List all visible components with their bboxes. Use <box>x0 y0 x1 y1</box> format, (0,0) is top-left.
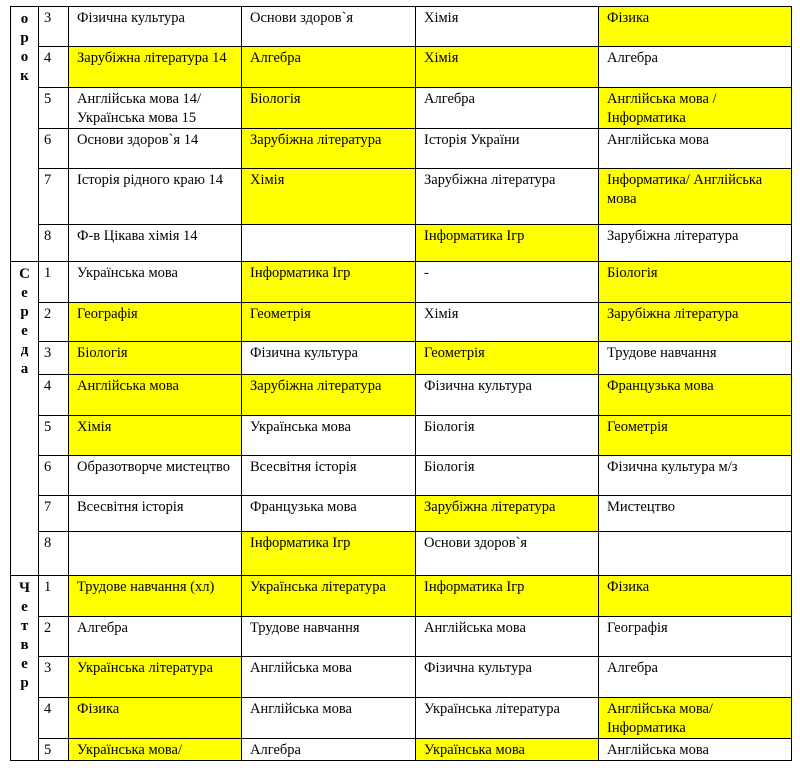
subject-cell: Хімія <box>416 7 599 47</box>
lesson-number: 4 <box>39 47 69 88</box>
subject-cell: Українська література <box>69 657 242 698</box>
subject-cell: Біологія <box>599 262 792 303</box>
subject-cell: Біологія <box>416 416 599 456</box>
subject-cell: Українська мова/ <box>69 739 242 761</box>
subject-cell: Геометрія <box>242 303 416 342</box>
subject-cell <box>242 225 416 262</box>
day-label: Ч е т в е р <box>18 580 30 691</box>
subject-cell: Хімія <box>416 47 599 88</box>
lesson-number: 4 <box>39 698 69 739</box>
subject-cell: Українська література <box>242 576 416 617</box>
schedule-sheet <box>10 6 792 761</box>
schedule-table <box>10 6 792 761</box>
subject-cell: Геометрія <box>416 342 599 375</box>
subject-cell: Всесвітня історія <box>242 456 416 496</box>
subject-cell: Фізична культура <box>69 7 242 47</box>
lesson-number: 5 <box>39 88 69 129</box>
subject-cell: Ф-в Цікава хімія 14 <box>69 225 242 262</box>
subject-cell: Трудове навчання <box>599 342 792 375</box>
subject-cell: Зарубіжна література <box>599 303 792 342</box>
subject-cell: Історія рідного краю 14 <box>69 169 242 225</box>
subject-cell: Основи здоров`я <box>242 7 416 47</box>
table-row <box>11 47 792 88</box>
subject-cell: Англійська мова <box>69 375 242 416</box>
table-row <box>11 657 792 698</box>
subject-cell: Фізика <box>69 698 242 739</box>
table-row <box>11 303 792 342</box>
subject-cell: Історія України <box>416 129 599 169</box>
lesson-number: 5 <box>39 416 69 456</box>
subject-cell: Біологія <box>69 342 242 375</box>
lesson-number: 3 <box>39 657 69 698</box>
table-row <box>11 532 792 576</box>
subject-cell: Французька мова <box>242 496 416 532</box>
day-label: С е р е д а <box>19 266 30 377</box>
lesson-number: 3 <box>39 7 69 47</box>
day-label-cell <box>11 7 39 262</box>
table-row <box>11 698 792 739</box>
lesson-number: 8 <box>39 225 69 262</box>
lesson-number: 2 <box>39 617 69 657</box>
subject-cell: Основи здоров`я 14 <box>69 129 242 169</box>
subject-cell: Англійська мова <box>416 617 599 657</box>
subject-cell: Образотворче мистецтво <box>69 456 242 496</box>
subject-cell: Трудове навчання <box>242 617 416 657</box>
table-row <box>11 262 792 303</box>
subject-cell: Біологія <box>242 88 416 129</box>
subject-cell: Алгебра <box>69 617 242 657</box>
subject-cell: Алгебра <box>599 47 792 88</box>
subject-cell: Інформатика Ігр <box>242 532 416 576</box>
subject-cell: Інформатика/ Англійська мова <box>599 169 792 225</box>
subject-cell: Алгебра <box>242 47 416 88</box>
subject-cell: Трудове навчання (хл) <box>69 576 242 617</box>
subject-cell: Алгебра <box>599 657 792 698</box>
subject-cell: Основи здоров`я <box>416 532 599 576</box>
table-row <box>11 225 792 262</box>
subject-cell: Українська мова <box>69 262 242 303</box>
lesson-number: 8 <box>39 532 69 576</box>
subject-cell: Фізична культура <box>416 375 599 416</box>
lesson-number: 7 <box>39 496 69 532</box>
subject-cell: Хімія <box>416 303 599 342</box>
subject-cell: Англійська мова <box>242 657 416 698</box>
subject-cell: Англійська мова / Інформатика <box>599 88 792 129</box>
subject-cell: Фізична культура <box>242 342 416 375</box>
subject-cell: Французька мова <box>599 375 792 416</box>
table-row <box>11 342 792 375</box>
subject-cell: Фізика <box>599 7 792 47</box>
subject-cell: Зарубіжна література 14 <box>69 47 242 88</box>
table-row <box>11 416 792 456</box>
subject-cell: Зарубіжна література <box>242 129 416 169</box>
lesson-number: 6 <box>39 129 69 169</box>
subject-cell: Фізична культура м/з <box>599 456 792 496</box>
lesson-number: 2 <box>39 303 69 342</box>
subject-cell: Інформатика Ігр <box>242 262 416 303</box>
subject-cell: Зарубіжна література <box>416 169 599 225</box>
table-row <box>11 617 792 657</box>
subject-cell: Зарубіжна література <box>416 496 599 532</box>
lesson-number: 4 <box>39 375 69 416</box>
subject-cell: Англійська мова <box>242 698 416 739</box>
table-row <box>11 739 792 761</box>
subject-cell: Зарубіжна література <box>599 225 792 262</box>
subject-cell: Інформатика Ігр <box>416 576 599 617</box>
subject-cell: Англійська мова/ Інформатика <box>599 698 792 739</box>
lesson-number: 3 <box>39 342 69 375</box>
subject-cell <box>599 532 792 576</box>
subject-cell: Інформатика Ігр <box>416 225 599 262</box>
subject-cell: Геометрія <box>599 416 792 456</box>
day-label: о р о к <box>20 11 29 84</box>
table-row <box>11 7 792 47</box>
subject-cell: Хімія <box>242 169 416 225</box>
subject-cell <box>69 532 242 576</box>
day-label-cell <box>11 576 39 761</box>
subject-cell: Алгебра <box>416 88 599 129</box>
table-row <box>11 129 792 169</box>
lesson-number: 7 <box>39 169 69 225</box>
subject-cell: Англійська мова <box>599 739 792 761</box>
subject-cell: Мистецтво <box>599 496 792 532</box>
subject-cell: Біологія <box>416 456 599 496</box>
subject-cell: Географія <box>599 617 792 657</box>
table-row <box>11 456 792 496</box>
table-row <box>11 576 792 617</box>
lesson-number: 1 <box>39 262 69 303</box>
subject-cell: Англійська мова <box>599 129 792 169</box>
table-row <box>11 496 792 532</box>
table-row <box>11 88 792 129</box>
lesson-number: 5 <box>39 739 69 761</box>
day-label-cell <box>11 262 39 576</box>
subject-cell: Алгебра <box>242 739 416 761</box>
lesson-number: 1 <box>39 576 69 617</box>
subject-cell: - <box>416 262 599 303</box>
subject-cell: Англійська мова 14/ Українська мова 15 <box>69 88 242 129</box>
subject-cell: Всесвітня історія <box>69 496 242 532</box>
subject-cell: Фізична культура <box>416 657 599 698</box>
subject-cell: Фізика <box>599 576 792 617</box>
lesson-number: 6 <box>39 456 69 496</box>
subject-cell: Хімія <box>69 416 242 456</box>
table-row <box>11 169 792 225</box>
subject-cell: Географія <box>69 303 242 342</box>
subject-cell: Зарубіжна література <box>242 375 416 416</box>
table-row <box>11 375 792 416</box>
subject-cell: Українська мова <box>416 739 599 761</box>
subject-cell: Українська література <box>416 698 599 739</box>
subject-cell: Українська мова <box>242 416 416 456</box>
